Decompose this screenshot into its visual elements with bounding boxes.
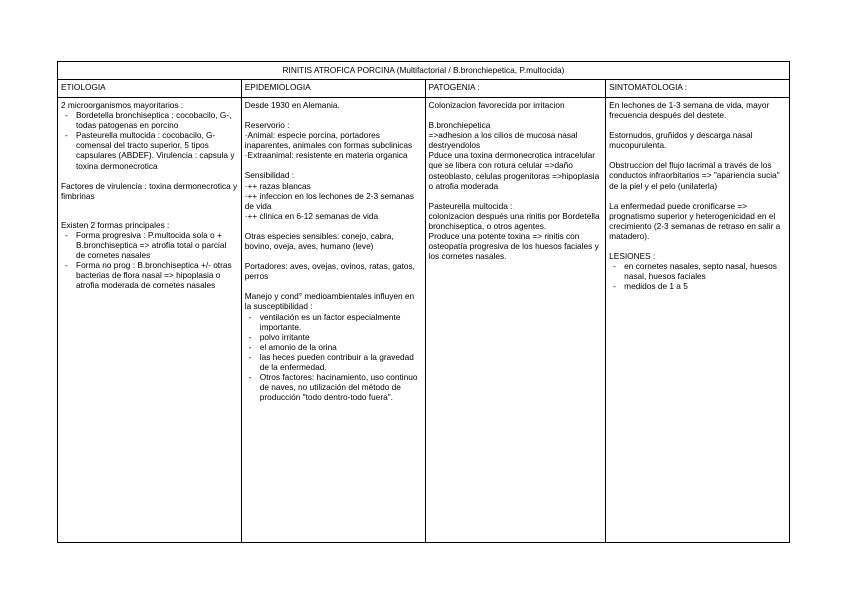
pat-pm-1: colonizacion después una rinitis por Bordetella bronchiseptica, o otros agentes. (428, 210, 600, 231)
list-item: - medidos de 1 a 5 (624, 281, 786, 291)
list-item: - el amonio de la orina (260, 342, 422, 352)
body-row (58, 98, 790, 543)
epi-reservorio-animal: ·Animal: especie porcina, portadores inaparentes, animales con formas subclinicas (244, 130, 413, 151)
pat-colonizacion: Colonizacion favorecida por irritacion (428, 100, 565, 110)
etiologia-intro: 2 microorganismos mayoritarios : (61, 100, 184, 110)
epi-otras: Otras especies sensibles: conejo, cabra, bovino, oveja, aves, humano (leve) (244, 230, 394, 252)
header-epidemiologia: EPIDEMIOLOGIA (241, 80, 425, 98)
etiologia-agents-list (61, 110, 238, 171)
list-item: - Pasteurella multocida : cocobacilo, G- comensal del tracto superior, 5 tipos capsulares (ABDEF). Virulencia : capsula y toxina dermonecrotica (76, 130, 238, 170)
epi-reservorio-title: Reservorio : (244, 120, 290, 131)
pat-bb-title: B.bronchiepetica (428, 120, 491, 131)
pat-bb-2: Pduce una toxina dermonecrotica intracelular que se libera con rotura celular =>daño osteoblasto, celulas progenitoras =>hipoplasia o atrofia moderada (428, 150, 600, 191)
etiologia-factores: Factores de virulencia : toxina dermonecrotica y fimbrinas (61, 180, 238, 201)
list-item: - Otros factores: hacinamiento, uso continuo de naves, no utilización del método de producción "todo dentro-todo fuera". (260, 372, 422, 402)
cell-epidemiologia (241, 98, 425, 543)
pat-pm-title: Pasteurella multocida : (428, 200, 513, 211)
summary-table (57, 61, 790, 543)
list-item: - en cornetes nasales, septo nasal, huesos nasal, huesos faciales (624, 261, 786, 281)
cell-patogenia (425, 98, 606, 543)
cell-sintomatologia (606, 98, 790, 543)
sint-3: Obstruccion del flujo lacrimal a través de los conductos infraorbitarios => "apariencia sucia" de la piel y el pelo (unilaterla) (609, 160, 780, 191)
epi-sens-1: ·++ razas blancas (244, 180, 311, 191)
epi-manejo: Manejo y cond° medioambientales influyen en la susceptibilidad : (244, 291, 415, 312)
header-sintomatologia: SINTOMATOLOGIA : (606, 80, 790, 98)
sint-4: La enfermedad puede cronificarse => prognatismo superior y heterogenicidad en el crecimiento (2-3 semanas de retraso en salir a matadero). (609, 200, 781, 241)
sint-2: Estornudos, gruñidos y descarga nasal mucopurulenta. (609, 130, 753, 151)
epi-portadores: Portadores: aves, ovejas, ovinos, ratas, gatos, perros (244, 261, 415, 282)
epi-sensibilidad-title: Sensibilidad : (244, 170, 295, 181)
sint-1: En lechones de 1-3 semana de vida, mayor frecuencia después del destete. (609, 100, 770, 121)
etiologia-formas-list (61, 230, 238, 291)
epi-reservorio-extra: ·Extraanimal: resistente en materia organica (244, 150, 408, 161)
sint-lesiones-title: LESIONES : (609, 251, 656, 262)
table-title: RINITIS ATROFICA PORCINA (Multifactorial / B.bronchiepetica, P.multocida) (58, 62, 790, 80)
list-item: - ventilación es un factor especialmente importante. (260, 312, 422, 332)
sint-lesiones-list (609, 261, 786, 291)
epi-desde: Desde 1930 en Alemania. (244, 100, 340, 110)
etiologia-formas-intro: Existen 2 formas principales : (61, 219, 170, 230)
title-row (58, 62, 790, 80)
list-item: - Forma progresiva : P.multocida sola o + B.bronchiseptica => atrofia total o parcial de cornetes nasales (76, 230, 238, 260)
epi-manejo-list (245, 312, 422, 403)
list-item: - polvo irritante (260, 332, 422, 342)
pat-pm-2: Produce una potente toxina => rinitis con osteopatía progresiva de los huesos faciales y los cornetes nasales. (428, 231, 599, 262)
epi-sens-3: ·++ clinica en 6-12 semanas de vida (244, 210, 379, 221)
list-item: - Bordetella bronchiseptica : cocobacilo, G-, todas patogenas en porcino (76, 110, 238, 130)
list-item: - Forma no prog : B.bronchiseptica +/- otras bacterias de flora nasal => hipoplasia o atrofia moderada de cornetes nasales (76, 260, 238, 290)
header-etiologia: ETIOLOGIA (58, 80, 242, 98)
header-patogenia: PATOGENIA : (425, 80, 606, 98)
epi-sens-2: ·++ infeccion en los lechones de 2-3 semanas de vida (244, 190, 415, 211)
cell-etiologia (58, 98, 242, 543)
header-row (58, 80, 790, 98)
list-item: - las heces pueden contribuir a la gravedad de la enfermedad. (260, 352, 422, 372)
pat-bb-1: =>adhesion a los cilios de mucosa nasal destryendolos (428, 130, 578, 151)
